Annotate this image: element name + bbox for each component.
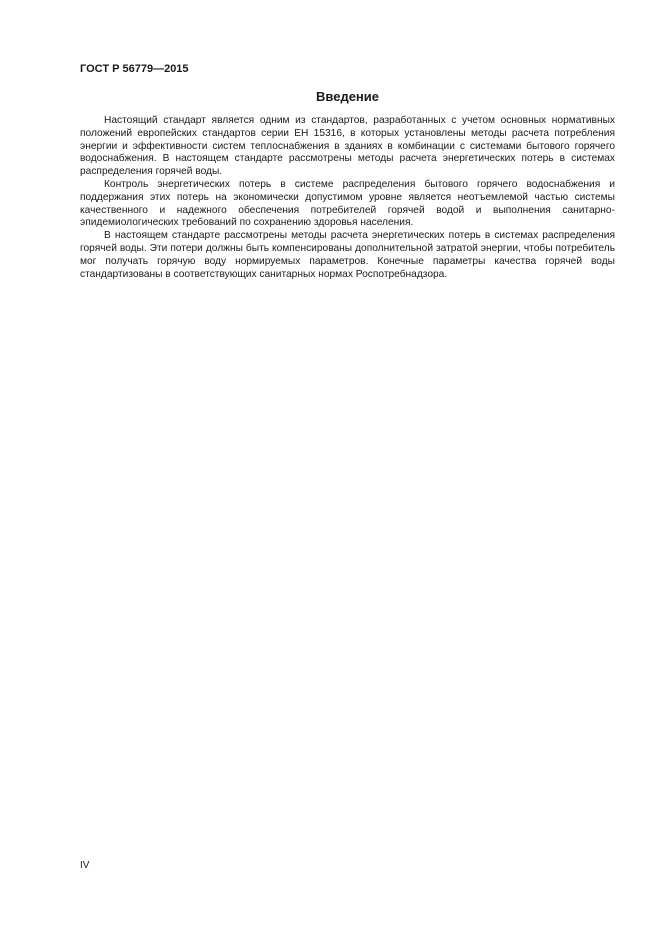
paragraph-1: Настоящий стандарт является одним из стандартов, разработанных с учетом основных нормативных положений европейских стандартов серии ЕН 15316, в которых установлены методы расчета потребления энергии и эффективности систем теплоснабжения в зданиях в комбинации с системами бытового горячего водоснабжения. В настоящем стандарте рассмотрены методы расчета энергетических потерь в системах распределения горячей воды. (80, 115, 615, 178)
paragraph-3: В настоящем стандарте рассмотрены методы расчета энергетических потерь в системах распределения горячей воды. Эти потери должны быть компенсированы дополнительной затратой энергии, чтобы потребитель мог получать горячую воду нормируемых параметров. Конечные параметры качества горячей воды стандартизованы в соответствующих санитарных нормах Роспотребнадзора. (80, 230, 615, 280)
introduction-body (80, 115, 615, 281)
page-number: IV (80, 860, 90, 871)
section-title: Введение (316, 89, 379, 104)
paragraph-2: Контроль энергетических потерь в системе распределения бытового горячего водоснабжения и поддержания этих потерь на экономически допустимом уровне является неотъемлемой частью системы качественного и надежного обеспечения потребителей горячей водой и выполнения санитарно-эпидемиологических требований по сохранению здоровья населения. (80, 178, 615, 229)
document-id: ГОСТ Р 56779—2015 (80, 63, 189, 75)
